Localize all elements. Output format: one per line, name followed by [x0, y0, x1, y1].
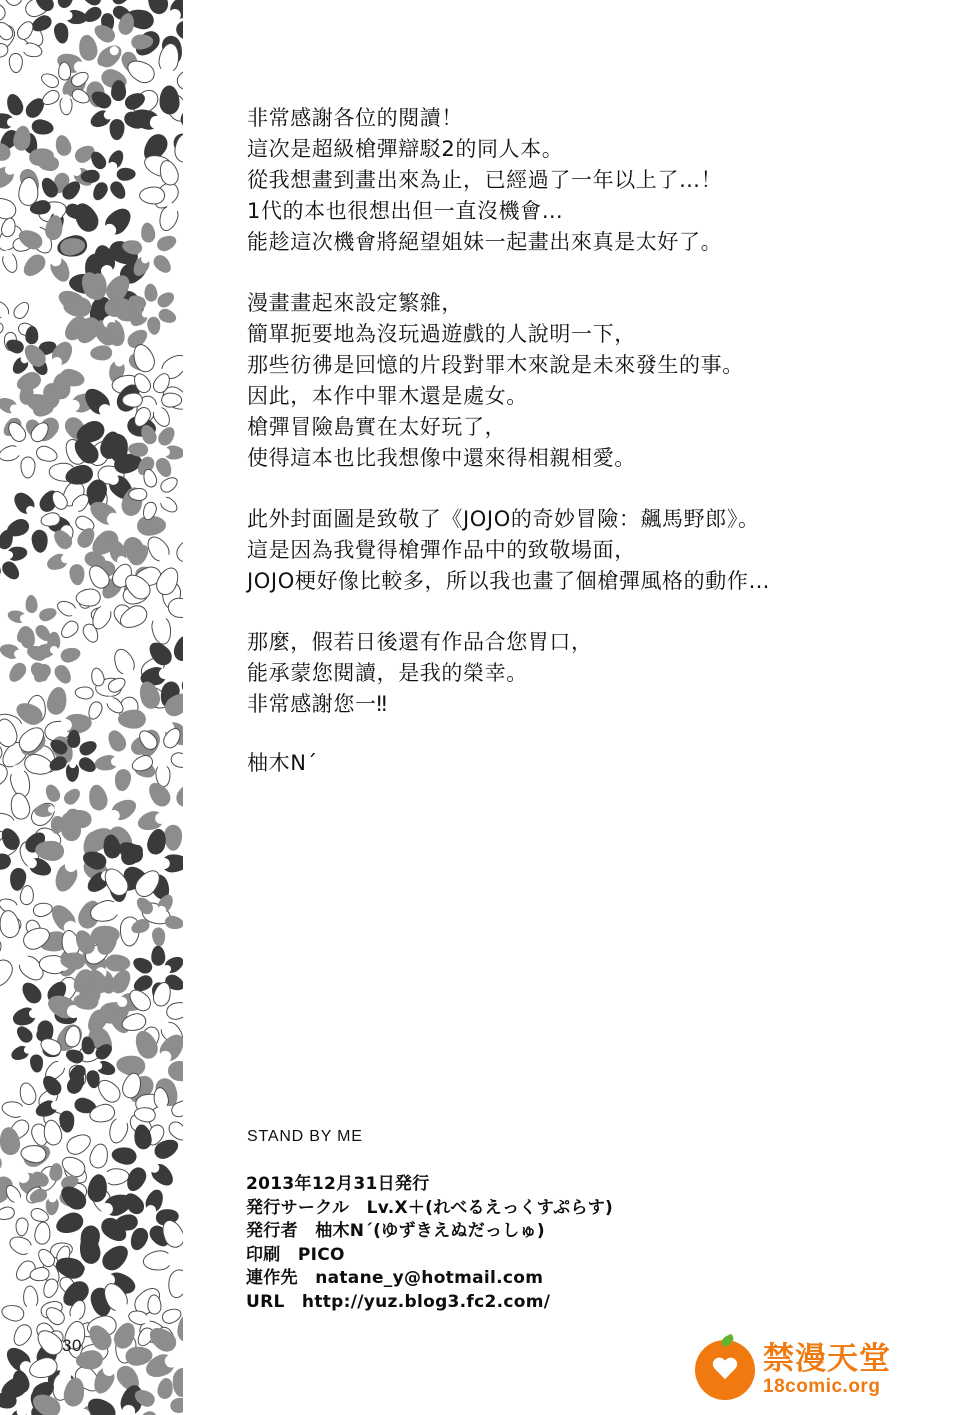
afterword-paragraph: [247, 627, 887, 779]
colophon-row-publisher: 発行者 柚木N´(ゆずきえぬだっしゅ): [246, 1221, 545, 1241]
site-watermark: [695, 1337, 930, 1403]
afterword-line: 能趁這次機會將絕望姐妹一起畫出來真是太好了。: [247, 230, 723, 254]
flower-shape: [146, 431, 183, 472]
colophon-row-contact-email: 連作先 natane_y@hotmail.com: [246, 1268, 544, 1288]
colophon-row-publish-date: 2013年12月31日発行: [246, 1174, 430, 1194]
flower-shape: [140, 1229, 183, 1290]
afterword-paragraph: [247, 288, 887, 474]
afterword-line: 此外封面圖是致敬了《JOJO的奇妙冒險：飆馬野郎》。: [247, 507, 760, 531]
flower-shape: [47, 80, 85, 118]
afterword-line: 使得這本也比我想像中還來得相親相愛。: [247, 446, 636, 470]
watermark-text: [763, 1342, 891, 1398]
afterword-line: 簡單扼要地為沒玩過遊戲的人說明一下，: [247, 322, 636, 346]
flower-shape: [54, 746, 90, 782]
flower-shape: [139, 1083, 183, 1131]
afterword-line: 這次是超級槍彈辯駁2的同人本。: [247, 137, 564, 161]
afterword-line: 非常感謝各位的閱讀！: [247, 106, 463, 130]
heart-badge-icon: [695, 1340, 755, 1400]
afterword-line: 因此，本作中罪木還是處女。: [247, 384, 528, 408]
colophon-details: [246, 1173, 613, 1314]
colophon-row-printer: 印刷 PICO: [246, 1244, 345, 1265]
author-signature: 柚木N´: [247, 751, 318, 775]
flower-shape: [0, 425, 44, 477]
afterword-line: JOJO梗好像比較多，所以我也畫了個槍彈風格的動作…: [247, 569, 771, 593]
afterword-text: [247, 103, 887, 779]
afterword-line: 從我想畫到畫出來為止，已經過了一年以上了…！: [247, 168, 723, 192]
colophon-row-circle: 発行サークル Lv.X＋(れべるえっくすぷらす): [246, 1197, 614, 1218]
flower-shape: [139, 1390, 183, 1415]
afterword-line: 那些彷彿是回憶的片段對罪木來說是未來發生的事。: [247, 353, 744, 377]
watermark-title: 禁漫天堂: [763, 1341, 891, 1377]
leaf-icon: [720, 1334, 736, 1348]
flower-shape: [88, 0, 125, 15]
afterword-line: 漫畫畫起來設定繁雜，: [247, 291, 463, 315]
colophon-title: STAND BY ME: [247, 1128, 363, 1145]
flower-shape: [140, 743, 183, 789]
afterword-paragraph: [247, 103, 887, 258]
page-number: 30: [62, 1336, 82, 1355]
watermark-subtitle: 18comic.org: [763, 1376, 881, 1397]
flower-shape: [138, 475, 183, 526]
afterword-line: 槍彈冒險島實在太好玩了，: [247, 415, 507, 439]
flower-shape: [34, 630, 73, 669]
flower-shape: [88, 141, 138, 191]
afterword-line: 這是因為我覺得槍彈作品中的致敬場面，: [247, 538, 636, 562]
afterword-paragraph: [247, 504, 887, 597]
flower-pattern-band: [0, 0, 183, 1415]
afterword-line: 1代的本也很想出但一直沒機會…: [247, 199, 564, 223]
afterword-line: 非常感謝您一‼: [247, 692, 388, 716]
afterword-line: 那麼，假若日後還有作品合您胃口，: [247, 630, 593, 654]
afterword-line: 能承蒙您閱讀，是我的榮幸。: [247, 661, 528, 685]
colophon-row-url: URL http://yuz.blog3.fc2.com/: [246, 1291, 551, 1312]
heart-icon: [712, 1358, 738, 1382]
